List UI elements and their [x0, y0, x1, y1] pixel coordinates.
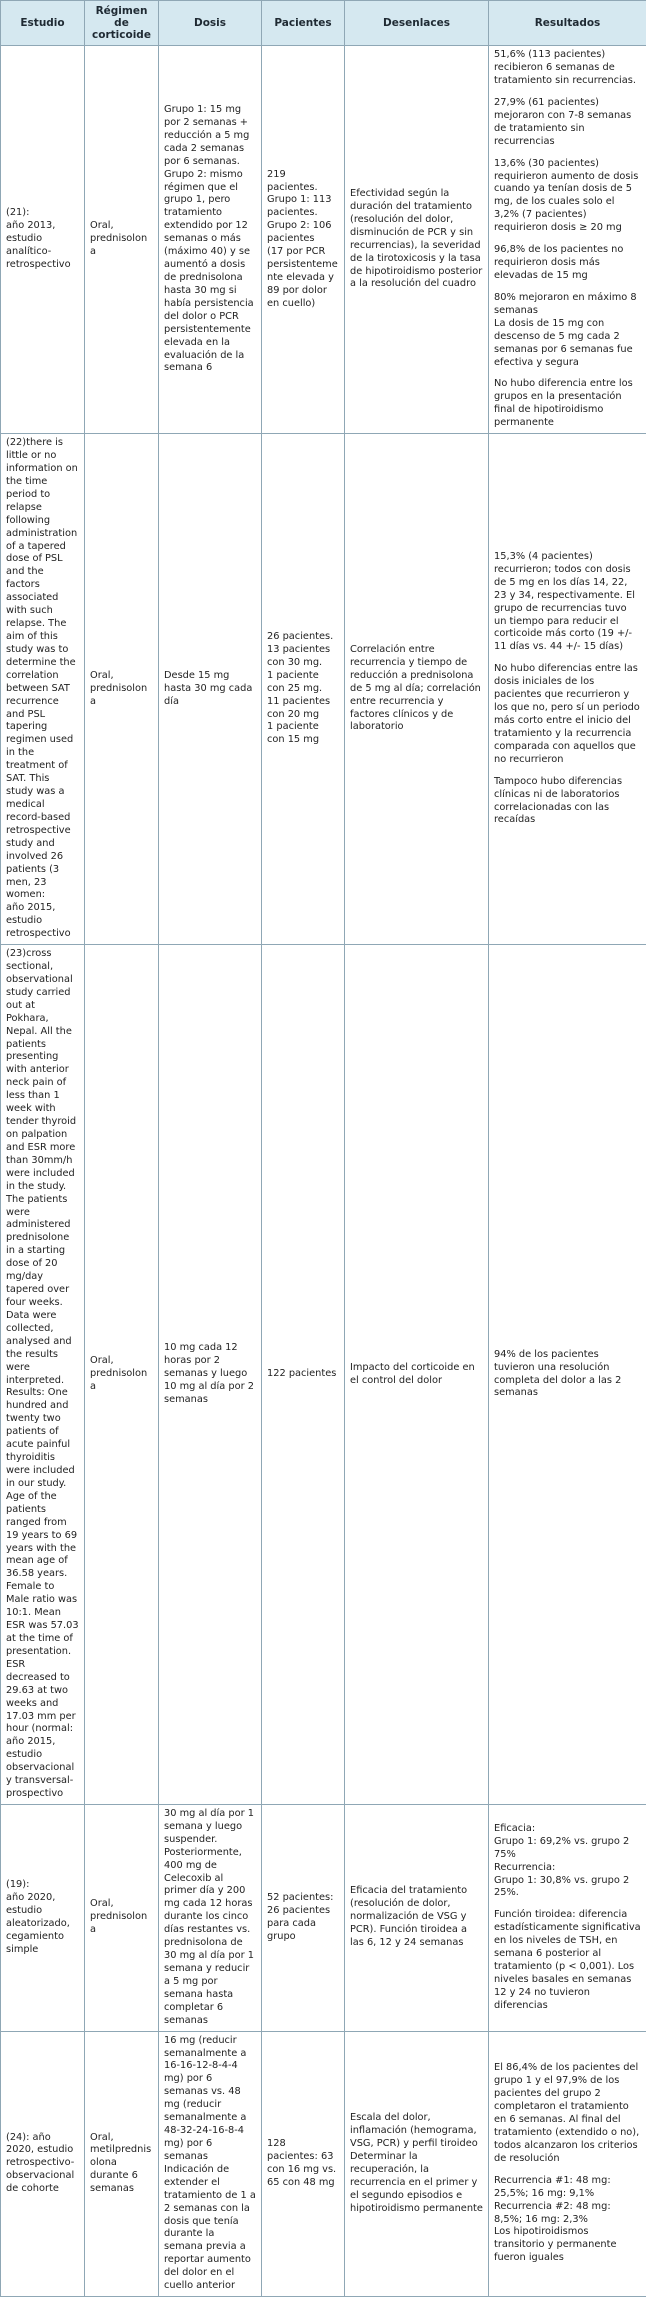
result-paragraph: No hubo diferencias entre las dosis iniciales de los pacientes que recurrieron y los que no, pero sí un periodo más corto entre el inicio del tratamiento y la recurrencia comparada con aquellos que no recurrieron [494, 663, 641, 766]
cell-pacientes: 26 pacientes. 13 pacientes con 30 mg. 1 paciente con 25 mg. 11 pacientes con 20 mg 1 paciente con 15 mg [262, 434, 345, 945]
cell-estudio: (24): año 2020, estudio retrospectivo-observacional de cohorte [1, 2031, 85, 2296]
result-paragraph: 27,9% (61 pacientes) mejoraron con 7-8 semanas de tratamiento sin recurrencias [494, 97, 641, 149]
table-body [1, 46, 646, 2297]
result-paragraph: Eficacia: Grupo 1: 69,2% vs. grupo 2 75% Recurrencia: Grupo 1: 30,8% vs. grupo 2 25%. [494, 1823, 641, 1901]
table-row [1, 434, 646, 945]
table-row [1, 1804, 646, 2031]
cell-estudio: (21): año 2013, estudio analítico-retrospectivo [1, 46, 85, 434]
result-paragraph: Recurrencia #1: 48 mg: 25,5%; 16 mg: 9,1% Recurrencia #2: 48 mg: 8,5%; 16 mg: 2,3% Los hipotiroidismos transitorio y permanente fueron iguales [494, 2175, 641, 2265]
cell-desenlaces: Correlación entre recurrencia y tiempo de reducción a prednisolona de 5 mg al día; correlación entre recurrencia y factores clínicos y de laboratorio [345, 434, 489, 945]
cell-resultados [489, 434, 646, 945]
cell-resultados [489, 46, 646, 434]
table-row [1, 2031, 646, 2296]
cell-desenlaces: Impacto del corticoide en el control del dolor [345, 945, 489, 1805]
cell-estudio: (23)cross sectional, observational study carried out at Pokhara, Nepal. All the patients presenting with anterior neck pain of less than 1 week with tender thyroid on palpation and ESR more than 30mm/h were included in the study. The patients were administered prednisolone in a starting dose of 20 mg/day tapered over four weeks. Data were collected, analysed and the results were interpreted. Results: One hundred and twenty two patients of acute painful thyroiditis were included in our study. Age of the patients ranged from 19 years to 69 years with the mean age of 36.58 years. Female to Male ratio was 10:1. Mean ESR was 57.03 at the time of presentation. ESR decreased to 29.63 at two weeks and 17.03 mm per hour (normal: año 2015, estudio observacional y transversal-prospectivo [1, 945, 85, 1805]
result-paragraph: El 86,4% de los pacientes del grupo 1 y el 97,9% de los pacientes del grupo 2 completaron el tratamiento en 6 semanas. Al final del tratamiento (extendido o no), todos alcanzaron los criterios de resolución [494, 2062, 641, 2165]
cell-dosis: Grupo 1: 15 mg por 2 semanas + reducción a 5 mg cada 2 semanas por 6 semanas. Grupo 2: mismo régimen que el grupo 1, pero tratamiento extendido por 12 semanas o más (máximo 40) y se aumentó a dosis de prednisolona hasta 30 mg si había persistencia del dolor o PCR persistentemente elevada en la evaluación de la semana 6 [159, 46, 262, 434]
cell-desenlaces: Eficacia del tratamiento (resolución de dolor, normalización de VSG y PCR). Función tiroidea a las 6, 12 y 24 semanas [345, 1804, 489, 2031]
cell-desenlaces: Escala del dolor, inflamación (hemograma, VSG, PCR) y perfil tiroideo Determinar la recuperación, la recurrencia en el primer y el segundo episodios e hipotiroidismo permanente [345, 2031, 489, 2296]
cell-regimen: Oral, prednisolona [85, 945, 159, 1805]
header-estudio: Estudio [1, 1, 85, 46]
header-regimen: Régimen de corticoide [85, 1, 159, 46]
result-paragraph: 96,8% de los pacientes no requirieron dosis más elevadas de 15 mg [494, 244, 641, 283]
cell-pacientes: 219 pacientes. Grupo 1: 113 pacientes. Grupo 2: 106 pacientes (17 por PCR persistentemente elevada y 89 por dolor en cuello) [262, 46, 345, 434]
cell-resultados [489, 2031, 646, 2296]
cell-estudio: (19): año 2020, estudio aleatorizado, cegamiento simple [1, 1804, 85, 2031]
cell-resultados [489, 945, 646, 1805]
result-paragraph: 80% mejoraron en máximo 8 semanas La dosis de 15 mg con descenso de 5 mg cada 2 semanas por 6 semanas fue efectiva y segura [494, 292, 641, 370]
cell-estudio: (22)there is little or no information on the time period to relapse following administration of a tapered dose of PSL and the factors associated with such relapse. The aim of this study was to determine the correlation between SAT recurrence and PSL tapering regimen used in the treatment of SAT. This study was a medical record-based retrospective study and involved 26 patients (3 men, 23 women: año 2015, estudio retrospectivo [1, 434, 85, 945]
cell-regimen: Oral, prednisolona [85, 46, 159, 434]
result-paragraph: 13,6% (30 pacientes) requirieron aumento de dosis cuando ya tenían dosis de 5 mg, de los cuales solo el 3,2% (7 pacientes) requirieron dosis ≥ 20 mg [494, 158, 641, 236]
cell-pacientes: 122 pacientes [262, 945, 345, 1805]
cell-regimen: Oral, prednisolona [85, 1804, 159, 2031]
cell-resultados [489, 1804, 646, 2031]
result-paragraph: No hubo diferencia entre los grupos en la presentación final de hipotiroidismo permanente [494, 378, 641, 430]
cell-dosis: 30 mg al día por 1 semana y luego suspender. Posteriormente, 400 mg de Celecoxib al primer día y 200 mg cada 12 horas durante los cinco días restantes vs. prednisolona de 30 mg al día por 1 semana y reducir a 5 mg por semana hasta completar 6 semanas [159, 1804, 262, 2031]
table-header-row [1, 1, 646, 46]
cell-regimen: Oral, metilprednisolona durante 6 semanas [85, 2031, 159, 2296]
cell-regimen: Oral, prednisolona [85, 434, 159, 945]
result-paragraph: Tampoco hubo diferencias clínicas ni de laboratorios correlacionadas con las recaídas [494, 776, 641, 828]
cell-desenlaces: Efectividad según la duración del tratamiento (resolución del dolor, disminución de PCR y sin recurrencias), la severidad de la tirotoxicosis y la tasa de hipotiroidismo posterior a la resolución del cuadro [345, 46, 489, 434]
header-resultados: Resultados [489, 1, 646, 46]
result-paragraph: 94% de los pacientes tuvieron una resolución completa del dolor a las 2 semanas [494, 1349, 641, 1401]
header-dosis: Dosis [159, 1, 262, 46]
cell-pacientes: 52 pacientes: 26 pacientes para cada grupo [262, 1804, 345, 2031]
header-pacientes: Pacientes [262, 1, 345, 46]
cell-dosis: 16 mg (reducir semanalmente a 16-16-12-8-4-4 mg) por 6 semanas vs. 48 mg (reducir semanalmente a 48-32-24-16-8-4 mg) por 6 semanas Indicación de extender el tratamiento de 1 a 2 semanas con la dosis que tenía durante la semana previa a reportar aumento del dolor en el cuello anterior [159, 2031, 262, 2296]
table-row [1, 945, 646, 1805]
header-desenlaces: Desenlaces [345, 1, 489, 46]
result-paragraph: 51,6% (113 pacientes) recibieron 6 semanas de tratamiento sin recurrencias. [494, 49, 641, 88]
result-paragraph: Función tiroidea: diferencia estadísticamente significativa en los niveles de TSH, en semana 6 posterior al tratamiento (p < 0,001). Los niveles basales en semanas 12 y 24 no tuvieron diferencias [494, 1909, 641, 2012]
table-row [1, 46, 646, 434]
cell-dosis: 10 mg cada 12 horas por 2 semanas y luego 10 mg al día por 2 semanas [159, 945, 262, 1805]
cell-pacientes: 128 pacientes: 63 con 16 mg vs. 65 con 48 mg [262, 2031, 345, 2296]
result-paragraph: 15,3% (4 pacientes) recurrieron; todos con dosis de 5 mg en los días 14, 22, 23 y 34, respectivamente. El grupo de recurrencias tuvo un tiempo para reducir el corticoide más corto (19 +/- 11 días vs. 44 +/- 15 días) [494, 551, 641, 654]
cell-dosis: Desde 15 mg hasta 30 mg cada día [159, 434, 262, 945]
